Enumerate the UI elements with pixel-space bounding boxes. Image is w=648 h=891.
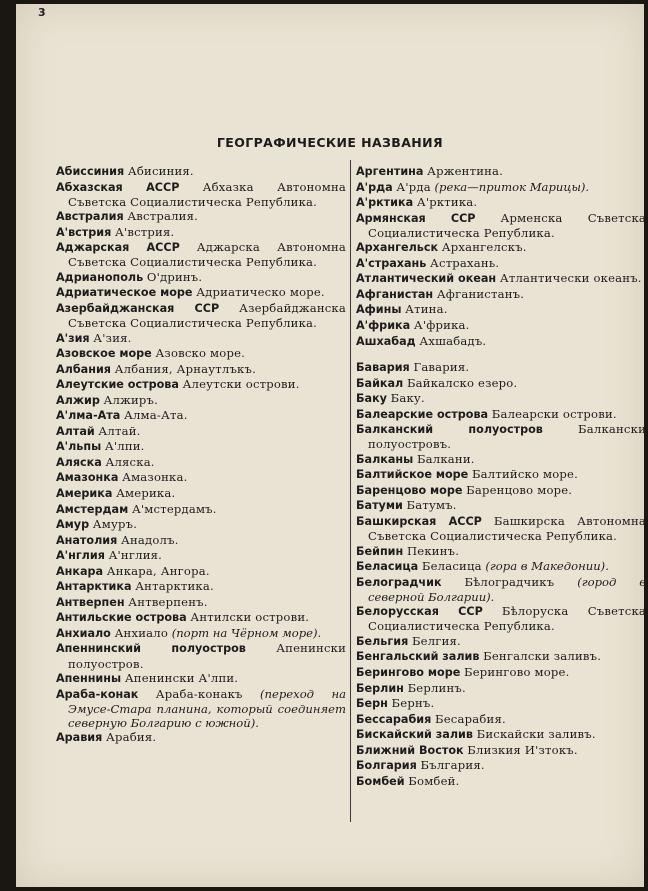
dictionary-entry	[356, 256, 646, 271]
dictionary-entry	[356, 559, 646, 574]
entry-headword: Ближний Восток	[356, 743, 464, 757]
entry-headword: Балеарские острова	[356, 407, 489, 421]
entry-headword: А'льпы	[56, 440, 102, 454]
entry-translation: Бенгалски заливъ.	[483, 649, 602, 664]
entry-translation: Байкалско езеро.	[406, 375, 518, 390]
dictionary-entry	[356, 575, 646, 604]
entry-translation: Астрахань.	[430, 255, 500, 270]
dictionary-entry	[56, 455, 346, 470]
entry-headword: Ашхабад	[356, 334, 416, 348]
entry-headword: Бессарабия	[356, 712, 432, 726]
entry-translation: Бернъ.	[391, 696, 435, 711]
dictionary-entry	[56, 362, 346, 377]
dictionary-entry	[356, 774, 646, 789]
entry-headword: Аляска	[56, 455, 102, 469]
dictionary-entry	[356, 604, 646, 633]
dictionary-entry	[356, 360, 646, 375]
entry-headword: Бискайский залив	[356, 728, 473, 742]
entry-headword: Апеннинский полуостров	[56, 642, 246, 656]
dictionary-entry	[56, 533, 346, 548]
entry-translation: А'нглия.	[108, 548, 163, 563]
entry-headword: А'лма-Ата	[56, 409, 121, 423]
dictionary-entry	[56, 408, 346, 423]
dictionary-entry	[56, 517, 346, 532]
entry-translation: Арменска Съветска Социалистическа Република.	[368, 210, 647, 240]
entry-translation: Антилски острови.	[190, 610, 310, 625]
entry-translation: Анадолъ.	[121, 532, 179, 547]
dictionary-entry	[356, 665, 646, 680]
entry-translation: Амазонка.	[122, 470, 188, 485]
dictionary-entry	[356, 758, 646, 773]
dictionary-entry	[356, 498, 646, 513]
entry-translation: Алтай.	[98, 423, 141, 438]
entry-translation: Балкански полуостровъ.	[368, 422, 646, 452]
dictionary-entry	[56, 548, 346, 563]
entry-headword: Аргентина	[356, 165, 424, 178]
entry-translation: Берлинъ.	[407, 680, 466, 695]
entry-translation: Австралия.	[127, 209, 198, 224]
entry-translation: А'лпи.	[104, 439, 145, 454]
dictionary-entry	[356, 287, 646, 302]
entry-translation: Антарктика.	[135, 579, 214, 594]
entry-headword: Афины	[356, 303, 402, 317]
dictionary-entry	[356, 164, 646, 179]
entry-translation: Алеутски острови.	[182, 377, 300, 392]
entry-headword: Алжир	[56, 393, 100, 407]
entry-translation: Балтийско море.	[471, 467, 578, 482]
entry-headword: А'страхань	[356, 256, 427, 270]
entry-headword: Апеннины	[56, 672, 122, 686]
entry-note: (город в северной Болгарии).	[368, 574, 646, 604]
dictionary-entry	[356, 422, 646, 451]
dictionary-entry	[356, 727, 646, 742]
entry-headword: Баренцово море	[356, 483, 463, 497]
entry-translation: О'дринъ.	[146, 269, 203, 284]
dictionary-entry	[356, 240, 646, 255]
dictionary-entry	[356, 376, 646, 391]
entry-headword: А'встрия	[56, 225, 112, 239]
dictionary-entry	[356, 712, 646, 727]
entry-translation: Амуръ.	[92, 517, 138, 532]
entry-headword: Баку	[356, 392, 387, 406]
entry-translation: Антверпенъ.	[128, 594, 208, 609]
entry-translation: А'зия.	[93, 330, 132, 345]
dictionary-entry	[56, 486, 346, 501]
entry-translation: Анкара, Ангора.	[106, 563, 210, 578]
dictionary-entry	[356, 681, 646, 696]
entry-headword: Балтийское море	[356, 468, 469, 482]
dictionary-entry	[56, 180, 346, 209]
entry-translation: А'рда	[396, 179, 431, 194]
entry-translation: Беласица	[421, 559, 482, 574]
dictionary-entry	[356, 407, 646, 422]
entry-translation: Алма-Ата.	[124, 408, 188, 423]
page-title: ГЕОГРАФИЧЕСКИЕ НАЗВАНИЯ	[216, 135, 444, 150]
dictionary-entry	[356, 318, 646, 333]
entry-headword: Албания	[56, 362, 111, 376]
dictionary-entry	[356, 743, 646, 758]
dictionary-entry	[56, 240, 346, 269]
entry-headword: Амазонка	[56, 471, 119, 485]
entry-translation: Аржентина.	[427, 164, 504, 178]
dictionary-entry	[356, 696, 646, 711]
entry-headword: Афганистан	[356, 287, 434, 301]
dictionary-entry	[56, 626, 346, 641]
column-divider	[350, 160, 351, 822]
entry-headword: Аравия	[56, 731, 103, 745]
entry-headword: Берн	[356, 697, 388, 711]
entry-headword: Амстердам	[56, 502, 129, 516]
dictionary-entry	[356, 467, 646, 482]
entry-translation: Аляска.	[105, 454, 155, 469]
dictionary-entry	[356, 302, 646, 317]
entry-headword: Аджарская АССР	[56, 241, 180, 255]
entry-headword: Архангельск	[356, 241, 439, 255]
entry-translation: Атина.	[405, 302, 448, 317]
entry-headword: Араба-конак	[56, 687, 139, 701]
entry-translation: Ахшабадъ.	[419, 333, 487, 348]
dictionary-entry	[56, 209, 346, 224]
right-column	[356, 164, 646, 789]
dictionary-entry	[56, 687, 346, 730]
entry-translation: Бѣлоградчикъ	[464, 574, 555, 589]
entry-headword: Алтай	[56, 424, 95, 438]
dictionary-entry	[356, 544, 646, 559]
entry-translation: Пекинъ.	[406, 543, 460, 558]
entry-headword: Амур	[56, 518, 90, 532]
entry-headword: Америка	[56, 486, 113, 500]
dictionary-entry	[56, 595, 346, 610]
entry-translation: А'фрика.	[413, 317, 470, 332]
entry-translation: Бомбей.	[408, 773, 460, 788]
entry-translation: Албания, Арнаутлъкъ.	[114, 361, 256, 376]
dictionary-entry	[56, 424, 346, 439]
entry-headword: Балканский полуостров	[356, 423, 543, 437]
entry-translation: Апенински полуостров.	[68, 641, 347, 671]
entry-headword: Абиссиния	[56, 165, 125, 178]
dictionary-entry	[56, 346, 346, 361]
entry-headword: А'нглия	[56, 549, 105, 563]
dictionary-entry	[356, 391, 646, 406]
right-column-a-entries	[356, 164, 646, 349]
entry-headword: Антарктика	[56, 580, 132, 594]
entry-translation: Азербайджанска Съветска Социалистическа Република.	[68, 300, 346, 330]
entry-headword: Батуми	[356, 499, 403, 513]
dictionary-entry	[56, 301, 346, 330]
dictionary-entry	[56, 225, 346, 240]
entry-translation: Близкия И'зтокъ.	[467, 742, 578, 757]
dictionary-entry	[56, 730, 346, 745]
entry-headword: Бельгия	[356, 634, 409, 648]
entry-translation: Балеарски острови.	[491, 406, 617, 421]
entry-headword: А'зия	[56, 331, 90, 345]
entry-translation: Батумъ.	[406, 498, 457, 513]
entry-headword: Алеутские острова	[56, 378, 179, 392]
dictionary-entry	[56, 564, 346, 579]
entry-headword: Балканы	[356, 452, 414, 466]
entry-translation: Гавария.	[413, 360, 470, 375]
entry-note: (река—приток Марицы).	[434, 179, 590, 194]
dictionary-entry	[56, 470, 346, 485]
entry-headword: А'рктика	[356, 196, 414, 210]
dictionary-entry	[356, 195, 646, 210]
dictionary-entry	[356, 514, 646, 543]
entry-translation: Башкирска Автономна Съветска Социалистическа Република.	[368, 514, 647, 544]
entry-translation: Арабия.	[106, 730, 157, 745]
dictionary-entry	[356, 634, 646, 649]
entry-headword: Антильские острова	[56, 611, 187, 625]
entry-translation: Абисиния.	[127, 164, 194, 178]
entry-headword: Берлин	[356, 681, 404, 695]
entry-headword: Антверпен	[56, 595, 125, 609]
entry-translation: А'встрия.	[115, 224, 175, 239]
dictionary-entry	[56, 610, 346, 625]
dictionary-entry	[56, 641, 346, 670]
dictionary-page	[16, 4, 647, 887]
page-number: 3	[38, 6, 46, 19]
entry-translation: Азовско море.	[155, 346, 246, 361]
entry-translation: Афганистанъ.	[436, 286, 525, 301]
entry-headword: Байкал	[356, 376, 404, 390]
dictionary-entry	[56, 270, 346, 285]
entry-translation: Анхиало	[114, 625, 168, 640]
entry-note: (гора в Македонии).	[485, 559, 609, 574]
entry-headword: Бомбей	[356, 774, 405, 788]
right-column-b-entries	[356, 360, 646, 789]
entry-headword: Абхазская АССР	[56, 180, 180, 194]
entry-translation: Атлантически океанъ.	[499, 271, 642, 286]
dictionary-entry	[356, 180, 646, 195]
dictionary-entry	[356, 211, 646, 240]
entry-headword: Адриатическое море	[56, 286, 193, 300]
entry-headword: Белоградчик	[356, 575, 442, 589]
entry-headword: Башкирская АССР	[356, 515, 482, 529]
entry-translation: Бѣлоруска Съветска Социалистическа Република.	[368, 604, 646, 634]
entry-headword: Анатолия	[56, 533, 118, 547]
entry-translation: Аджарска Автономна Съветска Социалистическа Република.	[68, 240, 347, 270]
dictionary-entry	[356, 483, 646, 498]
entry-translation: Архангелскъ.	[441, 240, 527, 255]
dictionary-entry	[56, 393, 346, 408]
entry-translation: Бесарабия.	[435, 711, 506, 726]
entry-headword: Беласица	[356, 560, 419, 574]
entry-translation: А'мстердамъ.	[131, 501, 217, 516]
entry-translation: България.	[420, 758, 485, 773]
entry-translation: Белгия.	[411, 633, 461, 648]
entry-headword: Бавария	[356, 361, 410, 375]
dictionary-entry	[56, 579, 346, 594]
entry-headword: Анкара	[56, 564, 104, 578]
entry-headword: Армянская ССР	[356, 211, 476, 225]
left-column	[56, 164, 346, 746]
entry-headword: Берингово море	[356, 666, 461, 679]
entry-headword: Адрианополь	[56, 270, 144, 284]
entry-translation: Апенински А'лпи.	[124, 671, 239, 686]
entry-headword: Белорусская ССР	[356, 605, 483, 619]
dictionary-entry	[356, 452, 646, 467]
entry-translation: Араба-конакъ	[155, 686, 243, 701]
entry-note: (порт на Чёрном море).	[171, 625, 322, 640]
dictionary-entry	[356, 334, 646, 349]
entry-translation: Бискайски заливъ.	[476, 727, 596, 742]
entry-translation: Алжиръ.	[103, 392, 158, 407]
dictionary-entry	[56, 671, 346, 686]
dictionary-entry	[56, 502, 346, 517]
dictionary-entry	[56, 331, 346, 346]
entry-translation: Баренцово море.	[466, 482, 573, 497]
dictionary-entry	[356, 649, 646, 664]
dictionary-entry	[356, 271, 646, 286]
dictionary-entry	[56, 285, 346, 300]
entry-headword: Бенгальский залив	[356, 650, 480, 664]
section-gap	[356, 349, 646, 360]
entry-translation: Абхазка Автономна Съветска Социалистическа Република.	[68, 179, 346, 209]
entry-headword: Анхиало	[56, 626, 111, 640]
entry-note: (переход на Эмусе-Стара планина, который соединяет северную Болгарию с южной).	[68, 686, 346, 730]
dictionary-entry	[56, 439, 346, 454]
entry-headword: А'рда	[356, 180, 393, 194]
entry-translation: Адриатическо море.	[196, 285, 325, 300]
entry-translation: Берингово море.	[464, 665, 570, 679]
entry-headword: Азербайджанская ССР	[56, 301, 220, 315]
dictionary-entry	[56, 164, 346, 179]
entry-headword: А'фрика	[356, 318, 411, 332]
entry-headword: Бейпин	[356, 544, 404, 558]
entry-translation: Балкани.	[416, 451, 475, 466]
entry-translation: Америка.	[116, 485, 176, 500]
entry-headword: Атлантический океан	[356, 272, 497, 286]
entry-translation: А'рктика.	[416, 195, 478, 210]
entry-headword: Австралия	[56, 210, 124, 224]
entry-headword: Азовское море	[56, 347, 152, 361]
entry-headword: Болгария	[356, 759, 417, 773]
dictionary-entry	[56, 377, 346, 392]
entry-translation: Баку.	[390, 391, 425, 406]
